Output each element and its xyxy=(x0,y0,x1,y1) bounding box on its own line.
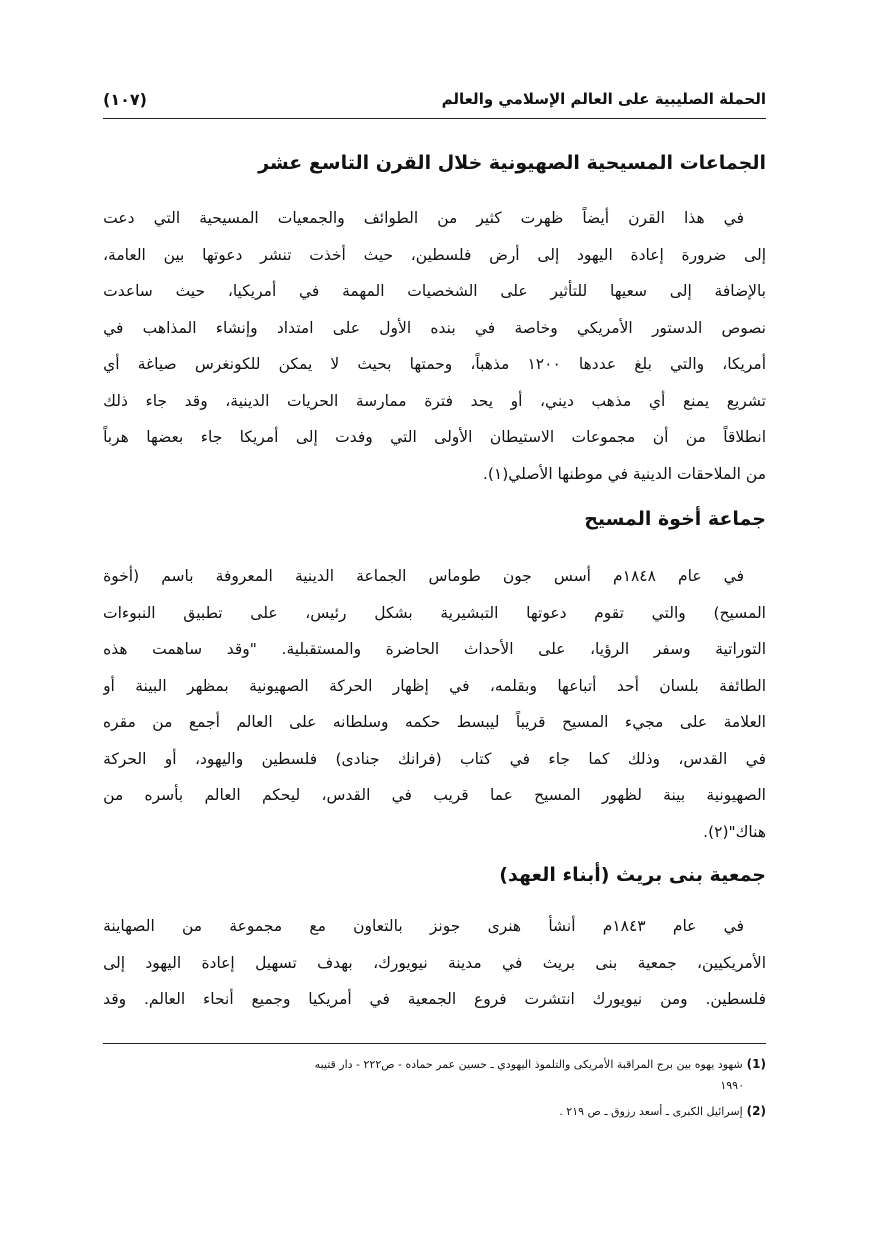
text-line: هناك"(٢). xyxy=(703,822,766,841)
text-line: انطلاقاً من أن مجموعات الاستيطان الأولى التي وفدت إلى أمريكا جاء بعضها هرباً xyxy=(103,428,766,446)
running-header xyxy=(103,88,766,119)
footnote-line: شهود يهوه بين برج المراقبة الأمريكى والتلموذ اليهودي ـ حسين عمر حماده - ص٢٢٢ - دار قتيبه xyxy=(314,1058,743,1071)
text-line: الأمريكيين، جمعية بنى بريث في مدينة نيويورك، بهدف تسهيل إعادة اليهود إلى xyxy=(103,953,766,972)
footnote-text xyxy=(315,1052,766,1077)
text-line: الصهيونية بينة لظهور المسيح عما قريب في القدس، ليحكم العالم بأسره من xyxy=(103,786,766,804)
footnote-divider xyxy=(103,1043,766,1044)
footnote-line: إسرائيل الكبرى ـ أسعد رزوق ـ ص ٢١٩ . xyxy=(559,1105,743,1118)
text-line: فلسطين. ومن نيويورك انتشرت فروع الجمعية في أمريكيا وجميع أنحاء العالم. وقد xyxy=(103,990,766,1008)
text-line: في عام ١٨٤٣م أنشأ هنرى جونز بالتعاون مع مجموعة من الصهاينة xyxy=(103,917,744,935)
text-line: المسيح) والتي تقوم دعوتها التبشيرية بشكل رئيس، على تطبيق النبوءات xyxy=(103,603,766,622)
text-line: بالإضافة إلى سعيها للتأثير على الشخصيات المهمة في أمريكيا، حيث ساعدت xyxy=(103,282,766,300)
text-line: تشريع يمنع أي مذهب ديني، أو يحد فترة ممارسة الحريات الدينية، وقد جاء ذلك xyxy=(103,391,766,410)
text-line: الطائفة بلسان أحد أتباعها وبقلمه، في إظهار الحركة الصهيونية بمظهر البينة أو xyxy=(103,676,766,695)
text-line: العلامة على مجيء المسيح قريباً ليبسط حكمه وسلطانه على العالم أجمع من مقره xyxy=(103,713,766,731)
section-heading: جمعية بنى بريث (أبناء العهد) xyxy=(499,864,766,886)
footnote-2 xyxy=(103,1099,766,1124)
text-line: أمريكا، والتي بلغ عددها ١٢٠٠ مذهباً، وحمتها بحيث لا يمكن للكونغرس صياغة أي xyxy=(103,355,766,373)
text-line: إلى ضرورة إعادة اليهود إلى أرض فلسطين، حيث أخذت تنشر دعوتها بين العامة، xyxy=(103,245,766,264)
footnote-marker: (2) xyxy=(746,1104,766,1118)
paragraph xyxy=(103,908,766,1018)
page-number: (١٠٧) xyxy=(103,90,147,109)
footnote-marker: (1) xyxy=(746,1057,766,1071)
text-line: في عام ١٨٤٨م أسس جون طوماس الجماعة الدينية المعروفة باسم (أخوة xyxy=(103,567,744,585)
footnote-continuation: ١٩٩٠ xyxy=(720,1079,744,1092)
section-heading: الجماعات المسيحية الصهيونية خلال القرن التاسع عشر xyxy=(258,152,766,174)
text-line: نصوص الدستور الأمريكي وخاصة في بنده الأول على امتداد وإنشاء المذاهب في xyxy=(103,318,766,337)
section-heading: جماعة أخوة المسيح xyxy=(584,508,766,530)
header-title: الحملة الصليبية على العالم الإسلامي والعالم xyxy=(441,90,766,108)
text-line: التوراتية وسفر الرؤيا، على الأحداث الحاضرة والمستقبلية. "وقد ساهمت هذه xyxy=(103,640,766,658)
footnotes xyxy=(103,1052,766,1124)
text-line: في القدس، وذلك كما جاء في كتاب (فرانك جنادى) فلسطين واليهود، أو الحركة xyxy=(103,749,766,768)
paragraph xyxy=(103,558,766,850)
paragraph xyxy=(103,200,766,492)
footnote-1 xyxy=(103,1052,766,1077)
text-line: في هذا القرن أيضاً ظهرت كثير من الطوائف والجمعيات المسيحية التي دعت xyxy=(103,209,744,227)
text-line: من الملاحقات الدينية في موطنها الأصلي(١). xyxy=(482,464,766,483)
